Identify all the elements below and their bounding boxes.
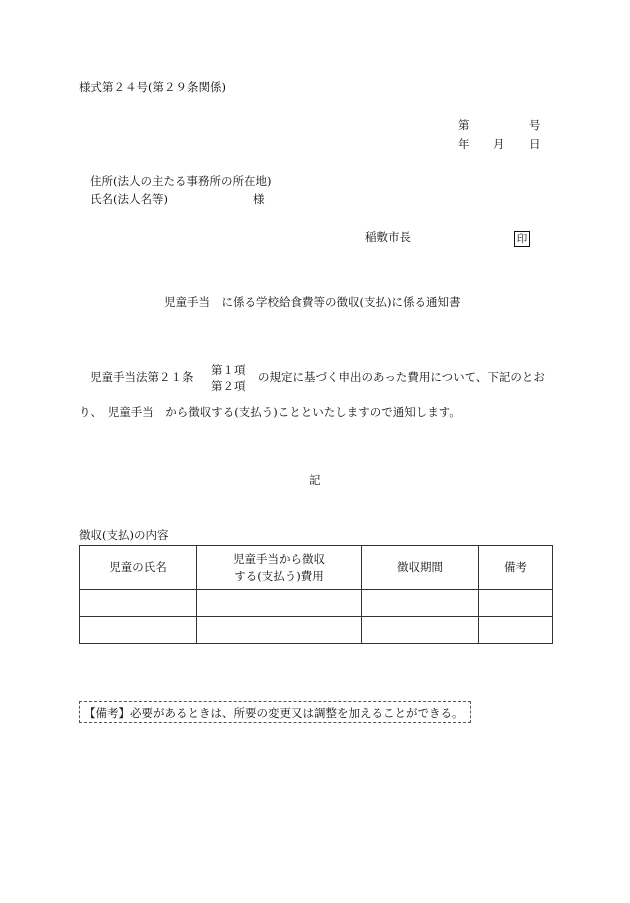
header-collection-cost: [197, 546, 362, 590]
cell-collection-period[interactable]: [362, 590, 479, 617]
date-day: 日: [529, 137, 541, 151]
recipient-address-label: 住所(法人の主たる事務所の所在地): [90, 174, 272, 188]
header-collection-cost-line1: 児童手当から徴収: [233, 552, 325, 567]
doc-number-go: 号: [529, 118, 541, 132]
date-year: 年: [458, 137, 470, 151]
header-collection-period: 徴収期間: [362, 546, 479, 590]
cell-collection-cost[interactable]: [197, 617, 362, 644]
cell-remarks[interactable]: [479, 617, 553, 644]
clause-2: 第２項: [211, 379, 246, 393]
cell-remarks[interactable]: [479, 590, 553, 617]
body-suffix-line1: の規定に基づく申出のあった費用について、下記のとお: [258, 370, 545, 384]
table-row: [80, 617, 553, 644]
header-remarks: 備考: [479, 546, 553, 590]
body-line2: り、 児童手当 から徴収する(支払う)ことといたしますので通知します。: [79, 405, 461, 419]
body-prefix: 児童手当法第２１条: [90, 370, 194, 384]
date-month: 月: [493, 137, 505, 151]
doc-number-dai: 第: [458, 118, 470, 132]
table-row: [80, 590, 553, 617]
cell-child-name[interactable]: [80, 590, 197, 617]
seal-mark: 印: [514, 231, 530, 247]
clause-1: 第１項: [211, 363, 246, 377]
header-collection-cost-line2: する(支払う)費用: [234, 568, 324, 583]
clause-stack: [211, 362, 246, 394]
sender-title: 稲敷市長: [365, 230, 411, 244]
cell-collection-cost[interactable]: [197, 590, 362, 617]
header-child-name: 児童の氏名: [80, 546, 197, 590]
content-table: [79, 545, 553, 644]
cell-child-name[interactable]: [80, 617, 197, 644]
document-title: 児童手当 に係る学校給食費等の徴収(支払)に係る通知書: [164, 295, 461, 309]
remarks-note: 【備考】必要があるときは、所要の変更又は調整を加えることができる。: [79, 701, 471, 723]
cell-collection-period[interactable]: [362, 617, 479, 644]
form-number: 様式第２４号(第２９条関係): [79, 80, 226, 94]
recipient-name-label: 氏名(法人名等): [90, 192, 168, 206]
ki-mark: 記: [309, 473, 321, 487]
table-header-row: [80, 546, 553, 590]
recipient-honorific: 様: [253, 192, 265, 206]
section-label: 徴収(支払)の内容: [79, 528, 169, 542]
